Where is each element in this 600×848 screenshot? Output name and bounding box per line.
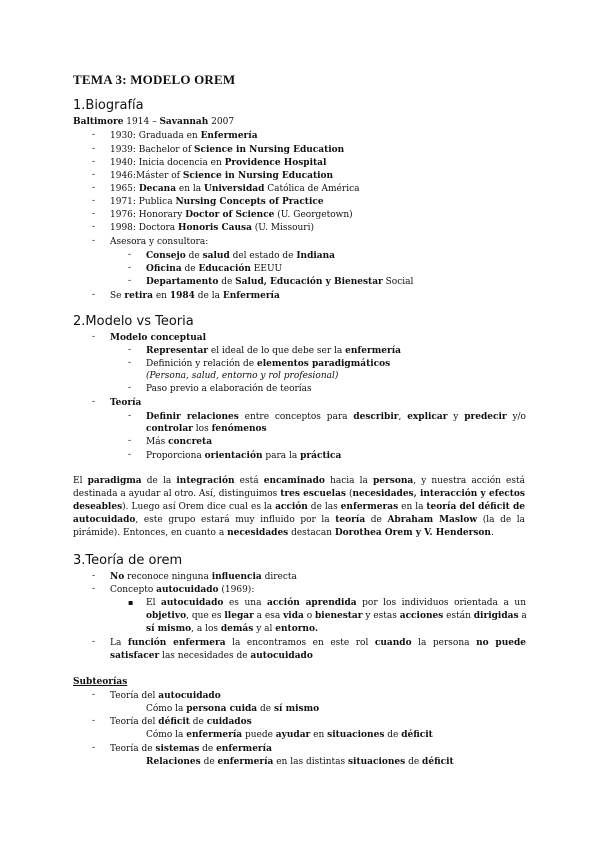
bullet-dash-icon: -	[92, 637, 96, 647]
bullet-dash-icon: -	[92, 196, 96, 206]
bio-item: 1976: Honorary Doctor of Science (U. Georgetown)	[110, 210, 353, 220]
bullet-dash-icon: -	[92, 170, 96, 180]
bullet-dash-icon: -	[92, 397, 96, 407]
teoria-label: Teoría	[110, 398, 142, 408]
bio-item: 1946:Máster of Science in Nursing Education	[110, 171, 334, 181]
bullet-dash-icon: -	[92, 236, 96, 246]
bio-item: 1971: Publica Nursing Concepts of Practice	[110, 197, 324, 207]
autocuidado-def-line: sí mismo, a los demás y al entorno.	[146, 624, 318, 634]
subteoria-desc: Cómo la persona cuida de sí mismo	[146, 704, 320, 714]
autocuidado-def-line: objetivo, que es llegar a esa vida o bienestar y estas acciones están dirigidas a	[146, 611, 527, 621]
teoria-item: Más concreta	[146, 437, 213, 447]
bullet-dash-icon: -	[92, 157, 96, 167]
bio-item: Se retira en 1984 de la Enfermería	[110, 291, 280, 301]
bullet-dash-icon: -	[128, 383, 132, 393]
subteoria-desc: Relaciones de enfermería en las distintas situaciones de déficit	[146, 757, 454, 767]
autocuidado-def-line: El autocuidado es una acción aprendida por los individuos orientada a un	[146, 598, 526, 608]
subteoria-desc: Cómo la enfermería puede ayudar en situaciones de déficit	[146, 730, 433, 740]
subteoria-title: Teoría de sistemas de enfermería	[110, 744, 272, 754]
section-heading-biografia: 1.Biografía	[73, 98, 144, 113]
bullet-dash-icon: -	[128, 250, 132, 260]
funcion-enfermera-line: satisfacer las necesidades de autocuidado	[110, 651, 313, 661]
paradigma-paragraph-line: autocuidado, este grupo estará muy influido por la teoría de Abraham Maslow (la de la	[73, 515, 525, 525]
teoria-item: Proporciona orientación para la práctica	[146, 451, 342, 461]
paradigma-paragraph-line: pirámide). Entonces, en cuanto a necesidades destacan Dorothea Orem y V. Henderson.	[73, 528, 494, 538]
bullet-dash-icon: -	[128, 345, 132, 355]
bullet-dash-icon: -	[92, 332, 96, 342]
bullet-dash-icon: -	[92, 743, 96, 753]
section-heading-teoria-orem: 3.Teoría de orem	[73, 553, 183, 568]
bullet-dash-icon: -	[128, 358, 132, 368]
bullet-dash-icon: -	[92, 222, 96, 232]
birth-death-line: Baltimore 1914 – Savannah 2007	[73, 117, 235, 127]
bio-item: 1940: Inicia docencia en Providence Hospital	[110, 158, 327, 168]
bullet-dash-icon: -	[92, 130, 96, 140]
bullet-dash-icon: -	[92, 716, 96, 726]
section-heading-modelo-teoria: 2.Modelo vs Teoria	[73, 314, 194, 329]
bio-item: 1965: Decana en la Universidad Católica de América	[110, 184, 360, 194]
paradigma-paragraph-line: deseables). Luego así Orem dice cual es la acción de las enfermeras en la teoría del déficit de	[73, 502, 526, 512]
bullet-dash-icon: -	[92, 584, 96, 594]
subteoria-title: Teoría del autocuidado	[110, 691, 221, 701]
bio-item: 1939: Bachelor of Science in Nursing Education	[110, 145, 345, 155]
bullet-dash-icon: -	[92, 571, 96, 581]
bullet-dash-icon: -	[128, 276, 132, 286]
teoria-item-cont: controlar los fenómenos	[146, 424, 267, 434]
modelo-item: Definición y relación de elementos paradigmáticos	[146, 359, 391, 369]
bullet-dash-icon: -	[92, 183, 96, 193]
paradigma-paragraph-line: El paradigma de la integración está encaminado hacia la persona, y nuestra acción está	[73, 476, 525, 486]
modelo-item: Representar el ideal de lo que debe ser la enfermería	[146, 346, 402, 356]
funcion-enfermera-line: La función enfermera la encontramos en este rol cuando la persona no puede	[110, 638, 527, 648]
bio-item: 1998: Doctora Honoris Causa (U. Missouri)	[110, 223, 314, 233]
bio-subitem: Consejo de salud del estado de Indiana	[146, 251, 336, 261]
bio-item: 1930: Graduada en Enfermería	[110, 131, 258, 141]
bullet-dash-icon: -	[92, 144, 96, 154]
paradigma-paragraph-line: destinada a ayudar al otro. Así, distinguimos tres escuelas (necesidades, interacción y efectos	[73, 489, 525, 499]
modelo-item: Paso previo a elaboración de teorías	[146, 384, 312, 394]
bio-item: Asesora y consultora:	[110, 237, 209, 247]
page-title: TEMA 3: MODELO OREM	[73, 72, 236, 87]
bio-subitem: Oficina de Educación EEUU	[146, 264, 283, 274]
modelo-item-note: (Persona, salud, entorno y rol profesional)	[146, 371, 339, 381]
bullet-dash-icon: -	[128, 411, 132, 421]
orem-item: Concepto autocuidado (1969):	[110, 585, 255, 595]
bullet-dash-icon: -	[92, 209, 96, 219]
subteorias-heading: Subteorías	[73, 677, 128, 687]
orem-item: No reconoce ninguna influencia directa	[110, 572, 297, 582]
bullet-dash-icon: -	[128, 263, 132, 273]
bullet-dash-icon: -	[128, 436, 132, 446]
bullet-dash-icon: -	[92, 690, 96, 700]
modelo-conceptual-label: Modelo conceptual	[110, 333, 207, 343]
bullet-square-icon: ▪	[128, 598, 134, 607]
bullet-dash-icon: -	[128, 450, 132, 460]
teoria-item: Definir relaciones entre conceptos para describir, explicar y predecir y/o	[146, 412, 526, 422]
bullet-dash-icon: -	[92, 290, 96, 300]
subteoria-title: Teoría del déficit de cuidados	[110, 717, 252, 727]
bio-subitem: Departamento de Salud, Educación y Bienestar Social	[146, 277, 414, 287]
